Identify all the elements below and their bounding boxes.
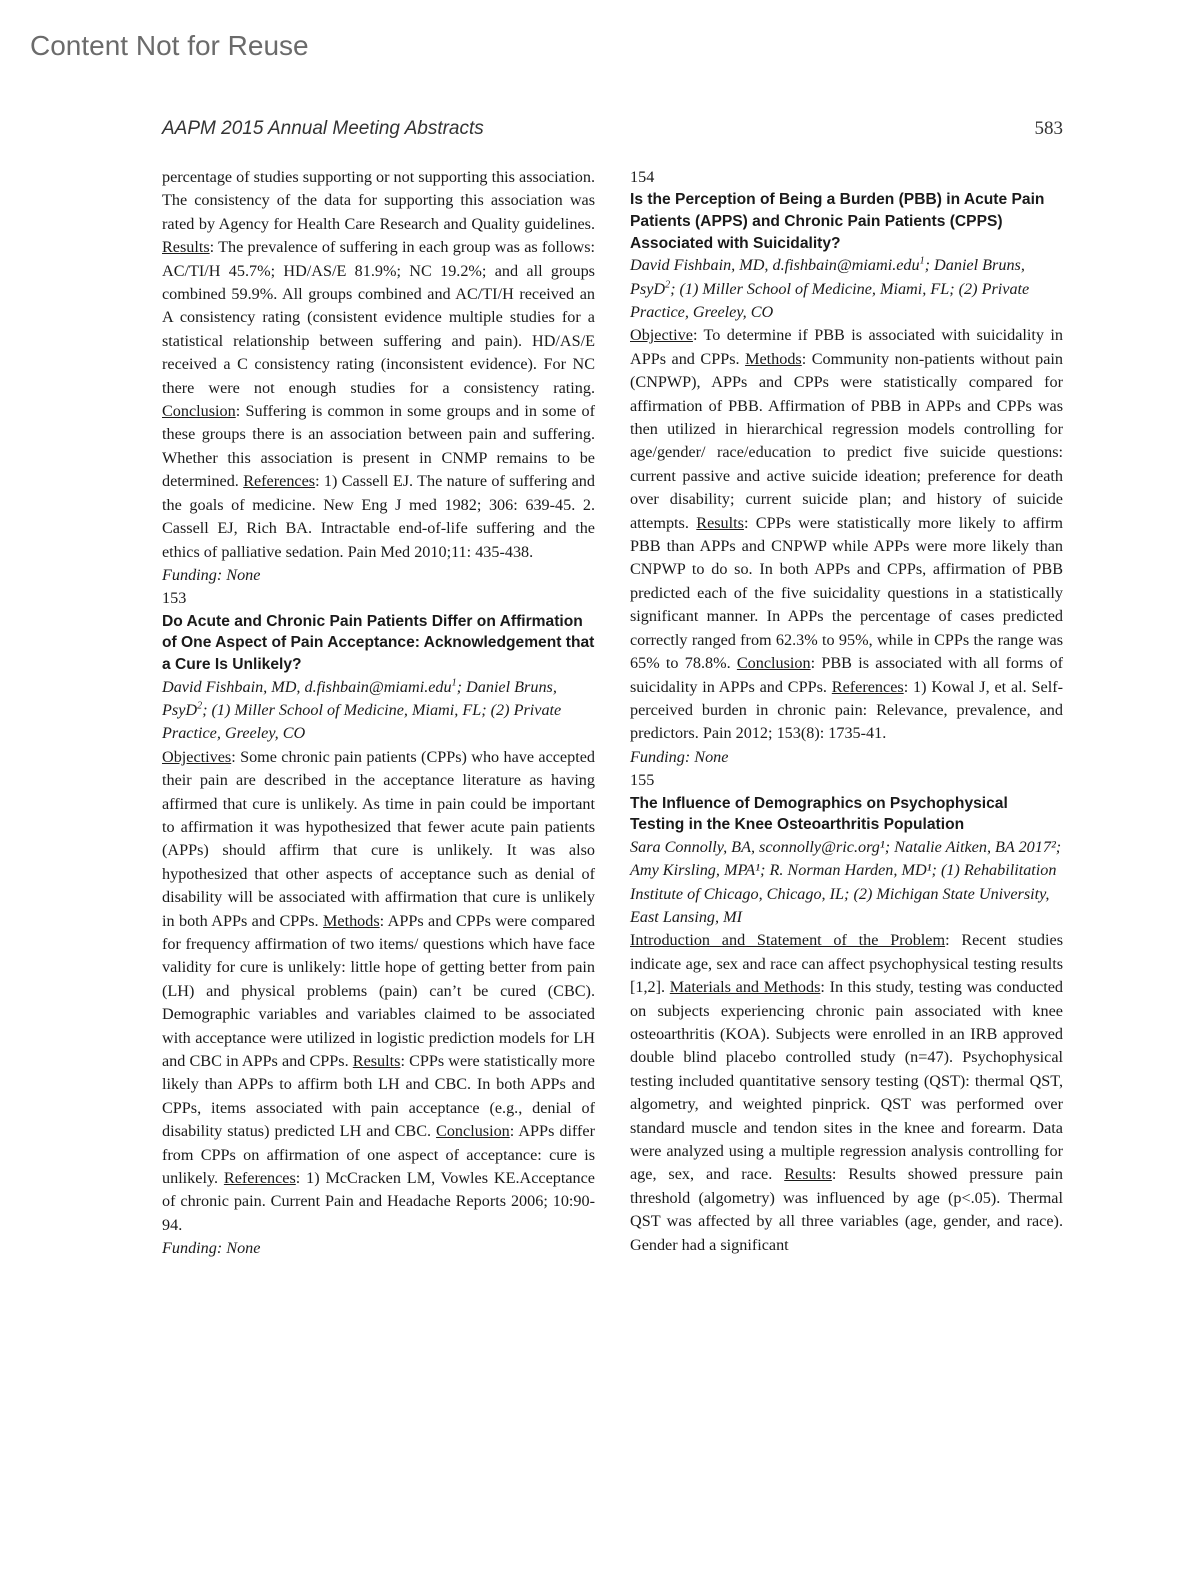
references-label: References bbox=[223, 1169, 296, 1188]
methods-label: Methods bbox=[745, 349, 802, 368]
funding: Funding: None bbox=[630, 747, 729, 766]
introduction-label: Introduction and Statement of the Problem bbox=[630, 931, 946, 950]
references-label: References bbox=[243, 472, 316, 491]
funding: Funding: None bbox=[162, 1239, 261, 1258]
right-column bbox=[630, 166, 1063, 1257]
abstract-title: The Influence of Demographics on Psychophysical Testing in the Knee Osteoarthritis Population bbox=[630, 794, 1008, 834]
abstract-body: Introduction and Statement of the Problem: Recent studies indicate age, sex and race can affect psychophysical testing results [1,2]. Materials and Methods: In this study, testing was conducted on subjects experiencing chronic pain associated with knee osteoarthritis (KOA). Subjects were enrolled in an IRB approved double blind placebo controlled study (n=47). Psychophysical testing included quantitative sensory testing (QST): thermal QST, algometry, and weighted pinprick. QST was performed over standard muscle and tendon sites in the knee and forearm. Data were analyzed using a multiple regression analysis controlling for age, sex, and race. Results: Results showed pressure pain threshold (algometry) was influenced by age (p<.05). Thermal QST was affected by all three variables (age, gender, and race). Gender had a significant bbox=[630, 931, 1064, 1254]
abstract-authors: Sara Connolly, BA, sconnolly@ric.org¹; Natalie Aitken, BA 2017²; Amy Kirsling, MPA¹; R. Norman Harden, MD¹; (1) Rehabilitation Institute of Chicago, Chicago, IL; (2) Michigan State University, East Lansing, MI bbox=[630, 837, 1062, 926]
abstract-number: 154 bbox=[630, 168, 655, 186]
continued-abstract-body: percentage of studies supporting or not supporting this association. The consistency of the data for supporting this association was rated by Agency for Health Care Research and Quality guidelines. Results: The prevalence of suffering in each group was as follows: AC/TI/H 45.7%; HD/AS/E 81.9%; NC 19.2%; and all groups combined 59.9%. All groups combined and AC/TI/H received an A consistency rating (consistent evidence multiple studies for a statistical relationship between suffering and pain). HD/AS/E received a C consistency rating (inconsistent evidence). For NC there were not enough studies for a consistency rating. Conclusion: Suffering is common in some groups and in some of these groups there is an association between pain and suffering. Whether this association is present in CNMP remains to be determined. References: 1) Cassell EJ. The nature of suffering and the goals of medicine. New Eng J med 1982; 306: 639-45. 2. Cassell EJ, Rich BA. Intractable end-of-life suffering and the ethics of palliative sedation. Pain Med 2010;11: 435-438. bbox=[162, 168, 595, 561]
watermark: Content Not for Reuse bbox=[30, 30, 309, 61]
abstract-number: 155 bbox=[630, 771, 655, 790]
conclusion-label: Conclusion bbox=[736, 654, 811, 673]
left-column bbox=[162, 166, 595, 1261]
page-number: 583 bbox=[1034, 118, 1063, 139]
abstract-body: Objectives: Some chronic pain patients (CPPs) who have accepted their pain are described in the acceptance literature as having affirmed that cure is unlikely. As time in pain could be important to affirmation it was hypothesized that fewer acute pain patients (APPs) should affirm that cure is unlikely. It was also hypothesized that other aspects of acceptance such as denial of disability will be associated with affirmation that cure is unlikely in both APPs and CPPs. Methods: APPs and CPPs were compared for frequency affirmation of two items/ questions which have face validity for cure is unlikely: little hope of getting better from pain (LH) and physical problems (pain) can’t be cured (CBC). Demographic variables and variables claimed to be associated with acceptance were utilized in logistic prediction models for LH and CBC in APPs and CPPs. Results: CPPs were statistically more likely than APPs to affirm both LH and CBC. In both APPs and CPPs, items associated with pain acceptance (e.g., denial of disability status) predicted LH and CBC. Conclusion: APPs differ from CPPs on affirmation of one aspect of acceptance: cure is unlikely. References: 1) McCracken LM, Vowles KE.Acceptance of chronic pain. Current Pain and Headache Reports 2006; 10:90-94. bbox=[162, 747, 595, 1234]
abstract-authors: David Fishbain, MD, d.fishbain@miami.edu$^1$; Daniel Bruns, PsyD$^2$; (1) Miller School of Medicine, Miami, FL; (2) Private Practice, Greeley, CO bbox=[162, 677, 562, 743]
objective-label: Objective bbox=[630, 326, 693, 345]
abstract-title: Is the Perception of Being a Burden (PBB) in Acute Pain Patients (APPS) and Chronic Pain Patients (CPPS) Associated with Suicidality? bbox=[630, 191, 1045, 252]
results-label: Results bbox=[784, 1165, 832, 1184]
abstract-title: Do Acute and Chronic Pain Patients Differ on Affirmation of One Aspect of Pain Acceptance: Acknowledgement that a Cure Is Unlikely? bbox=[162, 612, 595, 673]
abstract-number: 153 bbox=[162, 589, 187, 608]
references-label: References bbox=[831, 677, 904, 696]
methods-label: Methods bbox=[323, 911, 380, 930]
methods-label: Materials and Methods bbox=[669, 978, 821, 997]
conclusion-label: Conclusion bbox=[436, 1122, 510, 1141]
running-head: AAPM 2015 Annual Meeting Abstracts bbox=[162, 118, 484, 139]
objectives-label: Objectives bbox=[162, 747, 232, 766]
abstract-body: Objective: To determine if PBB is associated with suicidality in APPs and CPPs. Methods: Community non-patients without pain (CNPWP), APPs and CPPs were statistically compared for affirmation of PBB. Affirmation of PBB in APPs and CPPs was then utilized in hierarchical regression models controlling for age/gender/ race/education to predict five suicide questions: current passive and active suicide ideation; preference for death over disability; current suicide plan; and history of suicide attempts. Results: CPPs were statistically more likely to affirm PBB than APPs and CNPWP while APPs were more likely than CNPWP to do so. In both APPs and CPPs, affirmation of PBB predicted each of the five suicidality questions in a statistically significant manner. In APPs the percentage of cases predicted correctly ranged from 62.3% to 95%, while in CPPs the range was 65% to 78.8%. Conclusion: PBB is associated with all forms of suicidality in APPs and CPPs. References: 1) Kowal J, et al. Self-perceived burden in chronic pain: Relevance, prevalence, and predictors. Pain 2012; 153(8): 1735-41. bbox=[630, 326, 1064, 743]
results-label: Results bbox=[162, 238, 210, 257]
abstract-authors: David Fishbain, MD, d.fishbain@miami.edu$^1$; Daniel Bruns, PsyD$^2$; (1) Miller School of Medicine, Miami, FL; (2) Private Practice, Greeley, CO bbox=[630, 255, 1030, 321]
conclusion-label: Conclusion bbox=[162, 402, 236, 421]
results-label: Results bbox=[696, 513, 744, 532]
funding: Funding: None bbox=[162, 565, 261, 584]
results-label: Results bbox=[352, 1052, 401, 1070]
